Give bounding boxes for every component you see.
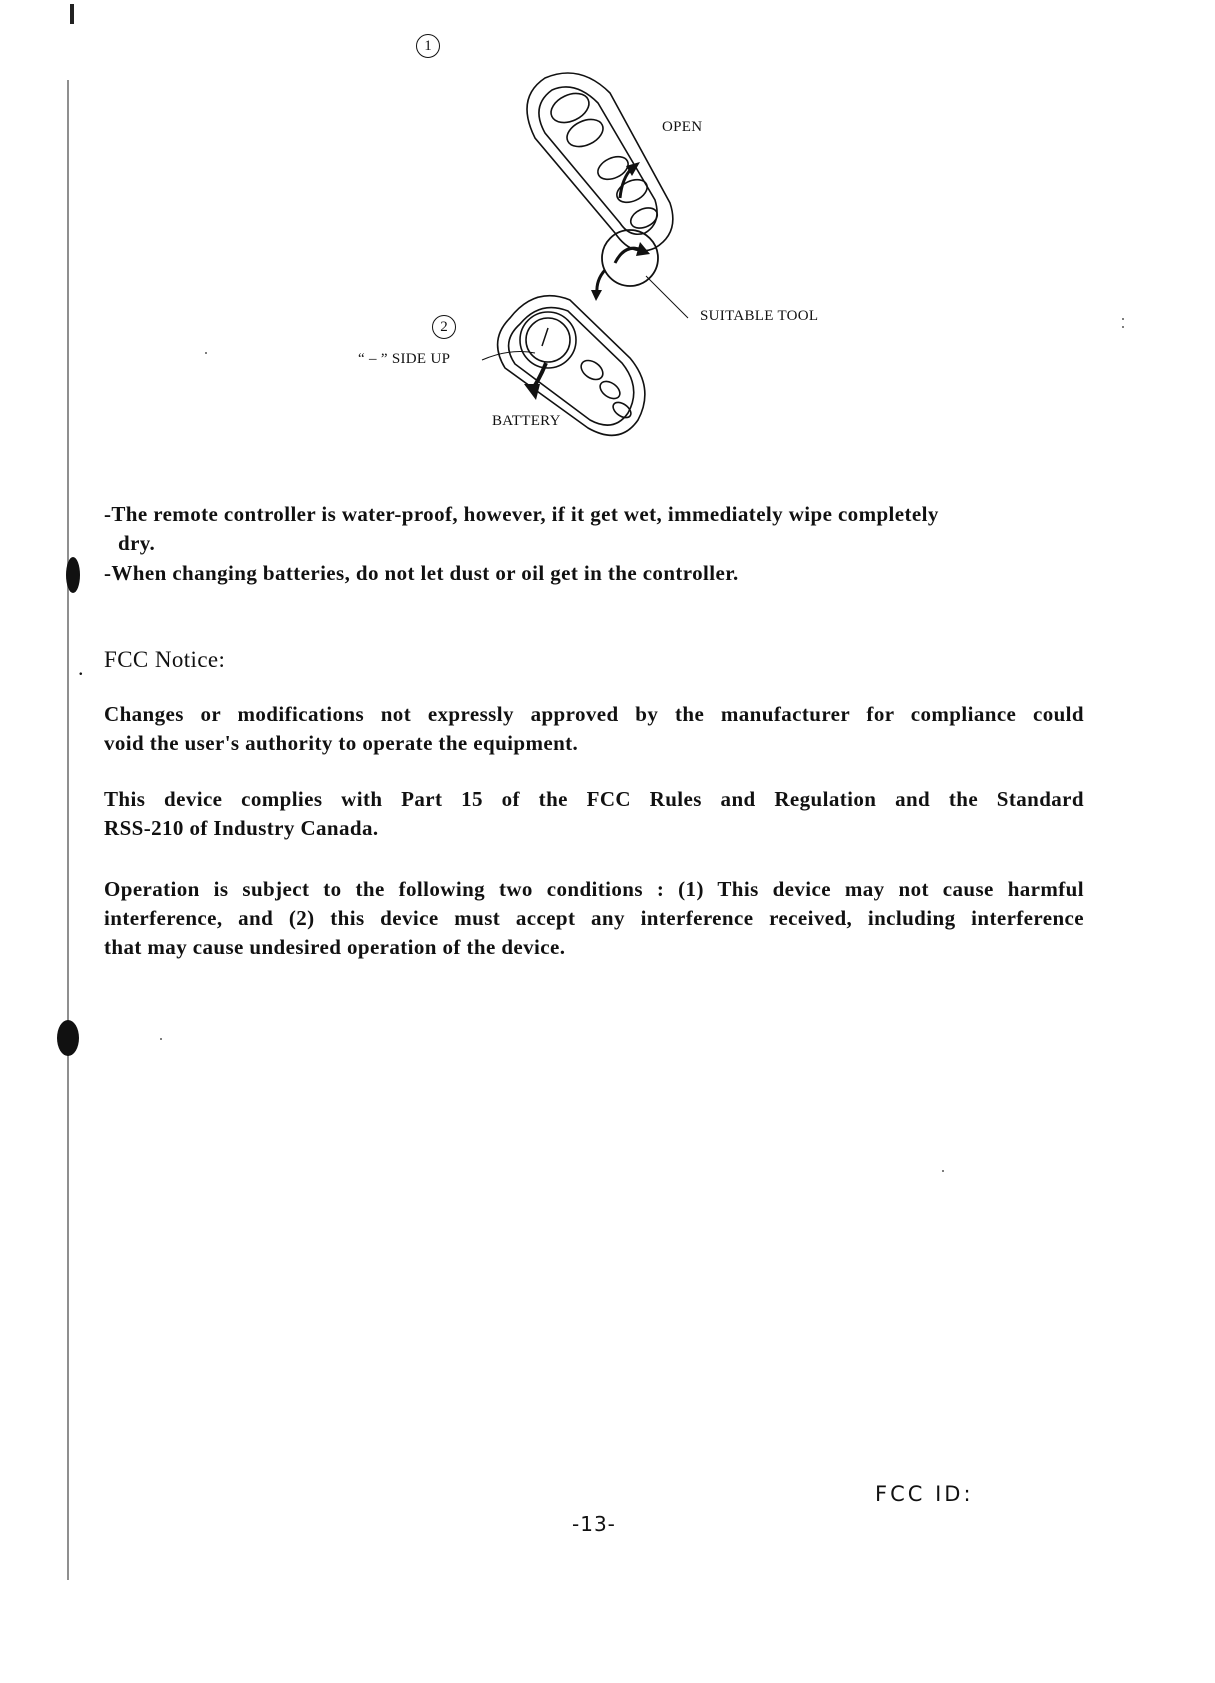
- paragraph-line: RSS-210 of Industry Canada.: [104, 816, 379, 840]
- fcc-paragraph-conditions: [104, 875, 1084, 962]
- instruction-batteries: -When changing batteries, do not let dust or oil get in the controller.: [104, 561, 739, 585]
- paragraph-line: Changes or modifications not expressly approved by the manufacturer for compliance could: [104, 702, 1084, 726]
- down-arrow-icon: [597, 270, 605, 293]
- punch-hole-mark: [57, 1020, 79, 1056]
- fcc-notice-heading: FCC Notice:: [104, 647, 226, 672]
- paragraph-line: interference, and (2) this device must accept any interference received, including interference: [104, 906, 1084, 930]
- tool-circle-icon: [602, 230, 658, 286]
- instruction-line: -The remote controller is water-proof, however, if it get wet, immediately wipe completely: [104, 502, 939, 526]
- open-label: OPEN: [662, 119, 703, 135]
- remote-top-icon: [527, 73, 673, 251]
- binding-edge-line: [67, 80, 69, 1580]
- paragraph-line: void the user's authority to operate the equipment.: [104, 731, 579, 755]
- instruction-water-proof: [104, 500, 1084, 558]
- punch-hole-mark: [66, 557, 80, 593]
- instruction-line: dry.: [118, 531, 156, 555]
- fcc-paragraph-modifications: [104, 700, 1084, 758]
- paragraph-line: Operation is subject to the following two conditions : (1) This device may not cause harmful: [104, 877, 1084, 901]
- fcc-id-label: FCC ID:: [875, 1482, 974, 1506]
- scan-speck: [1122, 326, 1124, 328]
- page-number: -13-: [572, 1512, 616, 1536]
- step-1-number: 1: [416, 34, 440, 58]
- heading-dot: .: [78, 655, 84, 680]
- scan-speck: [160, 1038, 162, 1040]
- scan-mark: [70, 4, 74, 24]
- side-up-label: “ – ” SIDE UP: [358, 351, 451, 367]
- scan-speck: [942, 1170, 944, 1172]
- paragraph-line: This device complies with Part 15 of the FCC Rules and Regulation and the Standard: [104, 787, 1084, 811]
- paragraph-line: that may cause undesired operation of the device.: [104, 935, 566, 959]
- battery-label: BATTERY: [492, 413, 561, 429]
- fcc-paragraph-compliance: [104, 785, 1084, 843]
- step-2-number: 2: [432, 315, 456, 339]
- battery-replacement-illustration: [358, 28, 900, 478]
- remote-controller-drawing: [370, 28, 900, 478]
- scan-speck: [1122, 318, 1124, 320]
- suitable-tool-label: SUITABLE TOOL: [700, 308, 819, 324]
- scan-speck: [205, 352, 207, 354]
